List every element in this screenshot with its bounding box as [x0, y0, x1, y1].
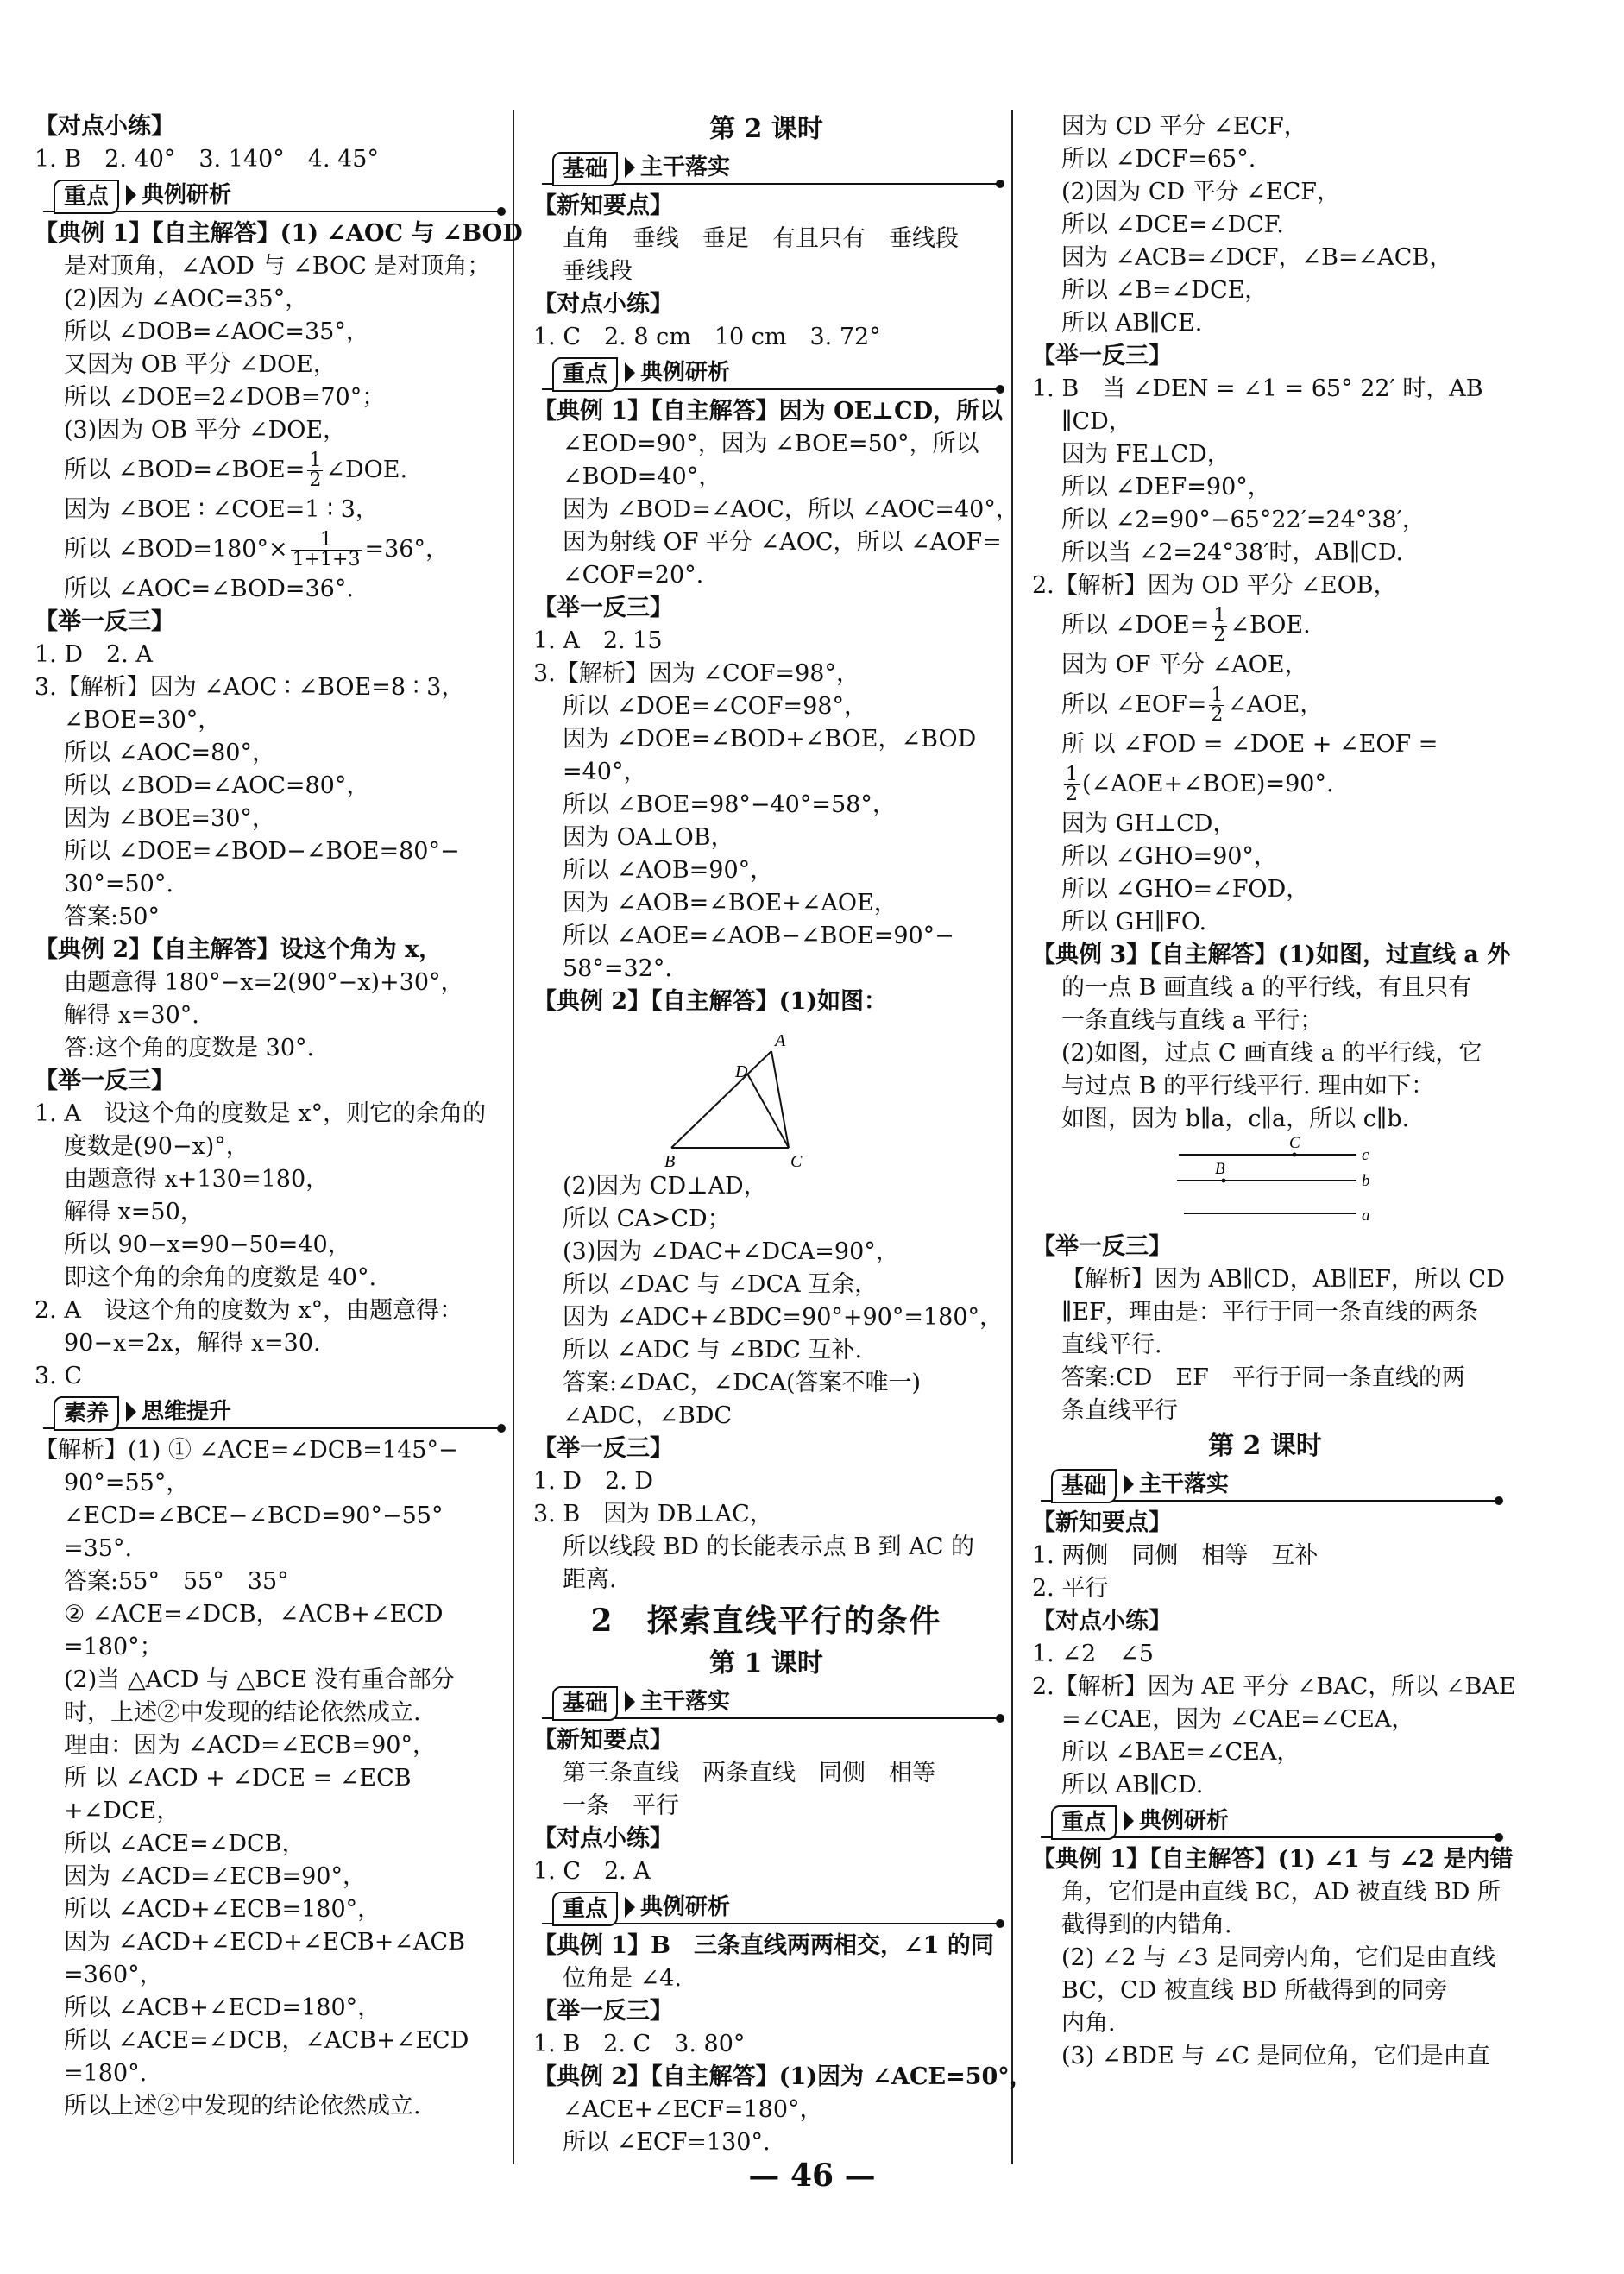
answer-line: 条直线平行 — [1061, 1397, 1178, 1424]
banner-title: 思维提升 — [142, 1399, 232, 1425]
answer-line: 一条 平行 — [563, 1792, 679, 1819]
label-line-a: a — [1362, 1206, 1370, 1225]
label-line-c: c — [1362, 1146, 1369, 1164]
answer-line: 所以 ∠2=90°−65°22′=24°38′， — [1061, 507, 1426, 533]
answer-line: (2)因为 CD 平分 ∠ECF， — [1061, 179, 1341, 205]
banner-title: 典例研析 — [142, 182, 232, 208]
answer-line: 因为 GH⊥CD， — [1061, 810, 1237, 837]
answer-line: 所以 ∠BOE=98°−40°=58°， — [563, 791, 896, 818]
answer-line: 所以 AB∥CE. — [1061, 310, 1203, 337]
answer-line: 所以 ∠DEF=90°， — [1061, 474, 1271, 501]
answer-line: 所以 ∠DCF=65°. — [1061, 146, 1256, 173]
answer-line: 距离. — [563, 1566, 617, 1593]
answer-line: =35°. — [64, 1535, 133, 1562]
section-label: 【新知要点】 — [533, 1727, 673, 1754]
lesson-title: 第 2 课时 — [1208, 1431, 1322, 1461]
answer-line: 90°=55°， — [64, 1470, 190, 1496]
answer-line: 所以 ∠ADC 与 ∠BDC 互补. — [563, 1337, 863, 1364]
answer-line: 58°=32°. — [563, 955, 672, 982]
triangle-figure — [533, 1018, 999, 1170]
label-b: B — [664, 1152, 676, 1170]
answer-line: 所以 ∠GHO=∠FOD， — [1061, 876, 1310, 903]
answer-line: (2)当 △ACD 与 △BCE 没有重合部分 — [64, 1666, 455, 1693]
answer-line: 30°=50°. — [64, 871, 173, 898]
column-2 — [533, 110, 1033, 2159]
answer-line: 2. A 设这个角的度数为 x°，由题意得： — [35, 1297, 463, 1324]
answer-line: ∠ADC，∠BDC — [563, 1402, 733, 1429]
answer-line: 所以 ∠DOE=∠COF=98°， — [563, 693, 867, 720]
answer-line: 所以 ∠EOF= $\frac{1}{2}$ ∠AOE， — [1061, 684, 1324, 726]
answer-line: 与过点 B 的平行线平行. 理由如下： — [1061, 1073, 1435, 1099]
answer-line: 角，它们是由直线 BC，AD 被直线 BD 所 — [1061, 1879, 1501, 1905]
answer-line: 即这个角的余角的度数是 40°. — [64, 1264, 377, 1291]
answer-line: 所以 ∠GHO=90°， — [1061, 843, 1277, 870]
answer-line: 2.【解析】因为 AE 平分 ∠BAC，所以 ∠BAE — [1032, 1673, 1516, 1700]
section-label: 【新知要点】 — [533, 192, 673, 219]
answer-line: 因为 ∠DOE=∠BOD+∠BOE，∠BOD — [563, 726, 977, 753]
column-3 — [1032, 110, 1516, 2073]
answer-line: 【典例 1】B 三条直线两两相交，∠1 的同 — [533, 1932, 994, 1959]
page-number: — 46 — — [748, 2157, 876, 2194]
answer-line: 理由：因为 ∠ACD=∠ECB=90°， — [64, 1732, 436, 1759]
section-banner — [533, 150, 999, 188]
fraction: $\frac{1}{1+1+3}$ — [292, 529, 361, 570]
answer-line: (3)因为 ∠DAC+∠DCA=90°， — [563, 1238, 899, 1265]
answer-line: 因为 ∠ACD=∠ECB=90°， — [64, 1863, 366, 1890]
banner-title: 典例研析 — [1139, 1808, 1230, 1834]
banner-title: 主干落实 — [640, 1689, 731, 1715]
label-point-c: C — [1289, 1136, 1300, 1152]
answer-line: 如图，因为 b∥a，c∥a，所以 c∥b. — [1061, 1106, 1410, 1132]
answer-line: 因为 ∠AOB=∠BOE+∠AOE， — [563, 890, 897, 917]
column-divider-left — [513, 110, 514, 2164]
answer-line: ② ∠ACE=∠DCB，∠ACB+∠ECD — [64, 1601, 444, 1628]
answer-line: 【典例 2】【自主解答】(1)如图： — [533, 988, 888, 1015]
section-banner — [533, 356, 999, 394]
answer-line: 所以 ∠ACE=∠DCB， — [64, 1830, 305, 1857]
answer-line: =180°. — [64, 2060, 148, 2087]
answer-line: 1. A 设这个角的度数是 x°，则它的余角的 — [35, 1100, 487, 1127]
answer-line: 答案:50° — [64, 904, 160, 930]
section-banner — [533, 1890, 999, 1928]
answer-line: 度数是(90−x)°， — [64, 1133, 249, 1160]
section-label: 【举一反三】 — [35, 608, 174, 635]
answer-line: 所以上述②中发现的结论依然成立. — [64, 2093, 421, 2120]
answer-line: 时，上述②中发现的结论依然成立. — [64, 1699, 421, 1726]
answer-line: (2)因为 ∠AOC=35°， — [64, 286, 309, 312]
answer-line: 因为 OF 平分 ∠AOE， — [1061, 652, 1308, 678]
answer-line: 截得到的内错角. — [1061, 1912, 1232, 1938]
answer-line: 所以 GH∥FO. — [1061, 909, 1207, 935]
answer-line: 所以 ∠DCE=∠DCF. — [1061, 211, 1284, 238]
column-1 — [35, 110, 523, 2123]
section-label: 【举一反三】 — [533, 1998, 673, 2025]
banner-tag: 基础 — [1051, 1469, 1117, 1503]
answer-line: =∠CAE，因为 ∠CAE=∠CEA， — [1061, 1706, 1415, 1733]
answer-line: $\frac{1}{2}$ (∠AOE+∠BOE)=90°. — [1066, 764, 1334, 805]
answer-line: 【典例 1】【自主解答】(1) ∠1 与 ∠2 是内错 — [1032, 1846, 1514, 1873]
answer-line: 内角. — [1061, 2010, 1116, 2037]
answer-line: 所以当 ∠2=24°38′时，AB∥CD. — [1061, 539, 1404, 566]
answer-line: 因为 ∠ACB=∠DCF，∠B=∠ACB， — [1061, 244, 1453, 271]
label-line-b: b — [1362, 1172, 1370, 1190]
answer-line: 1. C 2. 8 cm 10 cm 3. 72° — [533, 324, 881, 350]
lesson-title: 第 1 课时 — [709, 1648, 823, 1679]
answer-line: ∥EF，理由是：平行于同一条直线的两条 — [1061, 1299, 1478, 1326]
section-label: 【举一反三】 — [533, 595, 673, 621]
answer-line: 直线平行. — [1061, 1332, 1162, 1358]
answer-line: 由题意得 x+130=180， — [64, 1166, 330, 1193]
answer-line: (3) ∠BDE 与 ∠C 是同位角，它们是由直 — [1061, 2043, 1490, 2069]
answer-line: ∠ACE+∠ECF=180°， — [563, 2096, 823, 2123]
answer-line: 【解析】(1) ① ∠ACE=∠DCB=145°− — [35, 1437, 458, 1464]
answer-line: 90−x=2x，解得 x=30. — [64, 1330, 321, 1357]
section-banner — [35, 1395, 500, 1433]
answer-line: ∠ECD=∠BCE−∠BCD=90°−55° — [64, 1502, 444, 1529]
answer-line: 直角 垂线 垂足 有且只有 垂线段 — [563, 225, 959, 252]
section-label: 【对点小练】 — [533, 1825, 673, 1852]
answer-line: (2)如图，过点 C 画直线 a 的平行线，它 — [1061, 1040, 1482, 1067]
segment-ba — [671, 1051, 771, 1148]
answer-line: 所以 ∠BAE=∠CEA， — [1061, 1739, 1300, 1766]
banner-title: 主干落实 — [640, 154, 731, 180]
answer-line: 【解析】因为 AB∥CD，AB∥EF，所以 CD — [1061, 1266, 1505, 1293]
answer-line: 所以 ∠AOB=90°， — [563, 857, 774, 884]
answer-line: 1. D 2. A — [35, 641, 153, 668]
answer-line: +∠DCE， — [64, 1798, 180, 1824]
answer-line: 所以 ∠DAC 与 ∠DCA 互余， — [563, 1271, 878, 1298]
banner-title: 主干落实 — [1139, 1471, 1230, 1497]
answer-line: 2.【解析】因为 OD 平分 ∠EOB， — [1032, 572, 1397, 599]
section-title: 2 探索直线平行的条件 — [590, 1603, 942, 1639]
section-banner — [1032, 1804, 1498, 1842]
answer-line: 因为 CD 平分 ∠ECF， — [1061, 113, 1307, 140]
answer-line: 因为 ∠BOE=30°， — [64, 805, 275, 832]
triangle-diagram — [533, 1018, 999, 1170]
banner-tag: 重点 — [54, 180, 119, 214]
answer-line: 所以 ∠DOE=∠BOD−∠BOE=80°− — [64, 838, 460, 865]
answer-line: 【典例 2】【自主解答】设这个角为 x， — [35, 936, 443, 963]
answer-line: 所以 AB∥CD. — [1061, 1772, 1204, 1798]
answer-line: 【典例 2】【自主解答】(1)因为 ∠ACE=50°， — [533, 2063, 1033, 2090]
answer-line: 答案:CD EF 平行于同一条直线的两 — [1061, 1364, 1465, 1391]
answer-line: 因为 FE⊥CD， — [1061, 441, 1231, 468]
label-d: D — [735, 1062, 748, 1081]
label-c: C — [790, 1152, 803, 1170]
banner-title: 典例研析 — [640, 360, 731, 386]
answer-line: 第三条直线 两条直线 同侧 相等 — [563, 1760, 935, 1786]
answer-line: 所以 ∠ACD+∠ECB=180°， — [64, 1896, 381, 1923]
answer-line: 解得 x=30°. — [64, 1002, 199, 1029]
banner-tag: 重点 — [1051, 1805, 1117, 1840]
parallel-lines-diagram — [1032, 1136, 1498, 1231]
answer-line: 所以 ∠DOE=2∠DOB=70°； — [64, 384, 386, 411]
answer-line: 一条直线与直线 a 平行； — [1061, 1007, 1324, 1034]
banner-tag: 基础 — [552, 152, 618, 186]
answer-line: 【典例 3】【自主解答】(1)如图，过直线 a 外 — [1032, 942, 1511, 968]
column-divider-right — [1011, 110, 1013, 2164]
answer-line: 位角是 ∠4. — [563, 1965, 682, 1992]
answer-line: 1. ∠2 ∠5 — [1032, 1641, 1154, 1667]
answer-line: 【典例 1】【自主解答】因为 OE⊥CD，所以 — [533, 398, 1004, 425]
answer-line: 1. D 2. D — [533, 1468, 653, 1495]
answer-line: 因为 ∠BOE ∶ ∠COE=1 ∶ 3， — [64, 496, 379, 523]
section-label: 【对点小练】 — [35, 113, 174, 140]
answer-line: 所以 ∠AOE=∠AOB−∠BOE=90°− — [563, 923, 954, 949]
answer-line: 所以 ∠BOD=180°× $\frac{1}{1+1+3}$ =36°， — [64, 529, 449, 570]
fraction: $\frac{1}{2}$ — [1066, 764, 1078, 805]
answer-line: 所以 CA>CD； — [563, 1206, 731, 1232]
answer-line: 3. B 因为 DB⊥AC， — [533, 1501, 773, 1528]
section-banner — [35, 178, 500, 216]
answer-line: 【典例 1】【自主解答】(1) ∠AOC 与 ∠BOD — [35, 220, 523, 247]
answer-line: 1. B 2. 40° 3. 140° 4. 45° — [35, 146, 379, 173]
answer-line: ∠COF=20°. — [563, 562, 704, 589]
answer-line: ∠BOE=30°， — [64, 707, 222, 734]
answer-line: 所以 ∠AOC=∠BOD=36°. — [64, 576, 354, 602]
answer-line: 因为 ∠BOD=∠AOC，所以 ∠AOC=40°， — [563, 496, 1019, 523]
label-a: A — [775, 1031, 786, 1050]
answer-line: 所以 ∠BOD=∠BOE= $\frac{1}{2}$ ∠DOE. — [64, 450, 408, 491]
answer-line: 1. C 2. A — [533, 1858, 651, 1885]
section-banner — [533, 1685, 999, 1723]
answer-line: 所以 ∠ACE=∠DCB，∠ACB+∠ECD — [64, 2027, 469, 2054]
answer-line: 垂线段 — [563, 258, 633, 285]
point-c — [1293, 1153, 1297, 1157]
banner-tag: 素养 — [54, 1396, 119, 1431]
answer-line: 所以 90−x=90−50=40， — [64, 1231, 351, 1258]
answer-line: ∠EOD=90°，因为 ∠BOE=50°，所以 — [563, 431, 979, 457]
answer-line: =360°， — [64, 1962, 163, 1988]
answer-line: ∠BOD=40°， — [563, 463, 722, 490]
answer-line: (2) ∠2 与 ∠3 是同旁内角，它们是由直线 — [1061, 1944, 1496, 1971]
lesson-title: 第 2 课时 — [709, 114, 823, 144]
answer-line: 所以 ∠BOD=∠AOC=80°， — [64, 772, 370, 799]
answer-line: BC，CD 被直线 BD 所截得到的同旁 — [1061, 1977, 1448, 2004]
answer-line: 1. A 2. 15 — [533, 627, 663, 654]
answer-line: 是对顶角，∠AOD 与 ∠BOC 是对顶角； — [64, 253, 491, 280]
answer-line: 解得 x=50， — [64, 1199, 204, 1225]
section-label: 【举一反三】 — [1032, 1233, 1172, 1260]
parallel-lines-figure — [1032, 1136, 1498, 1231]
answer-line: 1. 两侧 同侧 相等 互补 — [1032, 1542, 1319, 1569]
answer-line: 所以 ∠ECF=130°. — [563, 2129, 771, 2156]
answer-line: 由题意得 180°−x=2(90°−x)+30°， — [64, 969, 464, 996]
answer-line: 3.【解析】因为 ∠AOC ∶ ∠BOE=8 ∶ 3， — [35, 674, 465, 701]
answer-line: 1. B 2. C 3. 80° — [533, 2031, 746, 2057]
answer-line: 因为射线 OF 平分 ∠AOC，所以 ∠AOF= — [563, 529, 1002, 556]
answer-line: =180°； — [64, 1634, 163, 1660]
answer-line: 2. 平行 — [1032, 1575, 1109, 1602]
answer-line: 所以线段 BD 的长能表示点 B 到 AC 的 — [563, 1534, 974, 1560]
answer-line: 所 以 ∠ACD + ∠DCE = ∠ECB — [64, 1765, 412, 1792]
answer-line: 答:这个角的度数是 30°. — [64, 1035, 315, 1061]
point-b — [1222, 1179, 1226, 1183]
section-label: 【对点小练】 — [533, 291, 673, 318]
label-point-b: B — [1215, 1160, 1225, 1178]
answer-line: 1. B 当 ∠DEN = ∠1 = 65° 22′ 时，AB — [1032, 375, 1483, 402]
answer-line: 所以 ∠DOB=∠AOC=35°， — [64, 318, 369, 345]
section-label: 【举一反三】 — [35, 1068, 174, 1094]
section-label: 【对点小练】 — [1032, 1608, 1172, 1635]
answer-line: (3)因为 OB 平分 ∠DOE， — [64, 417, 347, 444]
answer-line: 所以 ∠ACB+∠ECD=180°， — [64, 1994, 381, 2021]
answer-line: 所 以 ∠FOD = ∠DOE + ∠EOF = — [1061, 731, 1438, 758]
answer-line: =40°， — [563, 759, 647, 785]
answer-line: 所以 ∠DOE= $\frac{1}{2}$ ∠BOE. — [1061, 605, 1311, 646]
answer-line: 答案:∠DAC，∠DCA(答案不唯一) — [563, 1370, 922, 1396]
answer-line: (2)因为 CD⊥AD， — [563, 1173, 767, 1200]
answer-line: ∥CD， — [1061, 408, 1132, 435]
banner-tag: 基础 — [552, 1686, 618, 1721]
fraction: $\frac{1}{2}$ — [1211, 684, 1224, 726]
section-label: 【举一反三】 — [533, 1435, 673, 1462]
section-label: 【举一反三】 — [1032, 343, 1172, 369]
answer-line: 所以 ∠B=∠DCE， — [1061, 277, 1268, 304]
banner-tag: 重点 — [552, 357, 618, 392]
answer-line: 所以 ∠AOC=80°， — [64, 740, 275, 766]
answer-line: 答案:55° 55° 35° — [64, 1568, 289, 1595]
fraction: $\frac{1}{2}$ — [1213, 605, 1226, 646]
banner-title: 典例研析 — [640, 1894, 731, 1920]
answer-line: 因为 OA⊥OB， — [563, 824, 734, 851]
answer-line: 3. C — [35, 1363, 83, 1389]
answer-line: 因为 ∠ACD+∠ECD+∠ECB+∠ACB — [64, 1929, 465, 1956]
answer-line: 又因为 OB 平分 ∠DOE， — [64, 351, 337, 378]
fraction: $\frac{1}{2}$ — [309, 450, 322, 491]
answer-line: 因为 ∠ADC+∠BDC=90°+90°=180°， — [563, 1304, 1004, 1331]
section-banner — [1032, 1467, 1498, 1505]
section-label: 【新知要点】 — [1032, 1509, 1172, 1536]
banner-tag: 重点 — [552, 1892, 618, 1926]
answer-line: 3.【解析】因为 ∠COF=98°， — [533, 660, 859, 687]
answer-line: 的一点 B 画直线 a 的平行线，有且只有 — [1061, 974, 1472, 1001]
